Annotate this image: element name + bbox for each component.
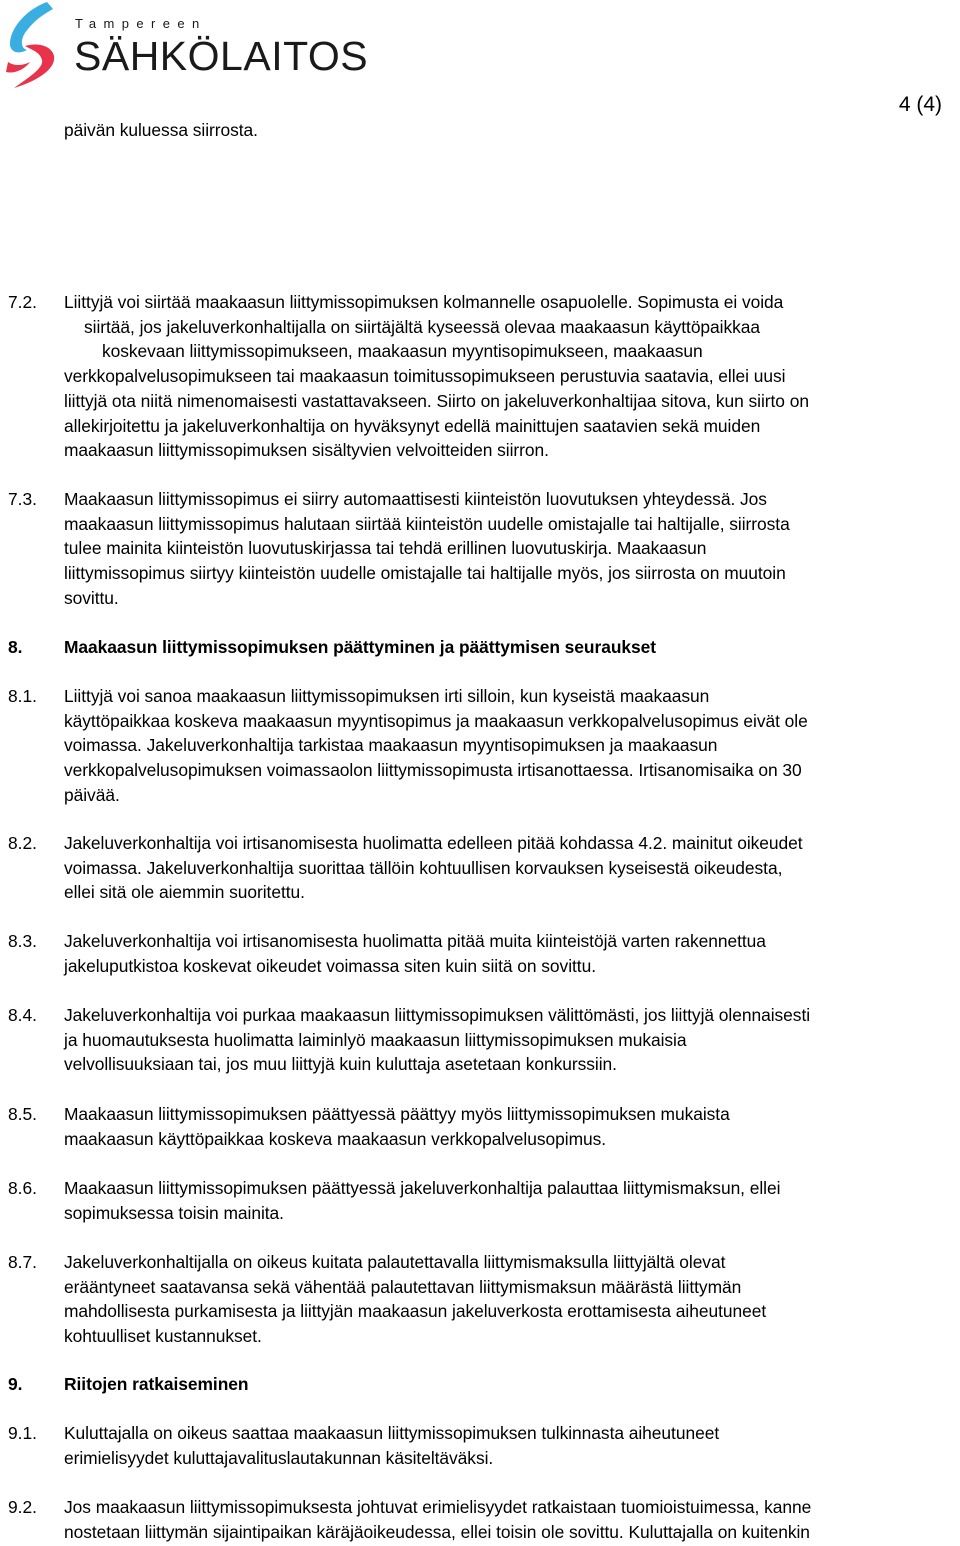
brand-city: Tampereen [75, 16, 207, 31]
section-number: 9. [8, 1374, 23, 1394]
section-heading: Maakaasun liittymissopimuksen päättyminen ja päättymisen seuraukset [64, 637, 657, 657]
paragraph-line: velvollisuuksiaan tai, jos muu liittyjä kuin kuluttaja asetetaan konkurssiin. [64, 1054, 617, 1075]
section-number: 8.4. [8, 1005, 38, 1025]
paragraph-line: nostetaan liittymän sijaintipaikan käräjäoikeudessa, ellei toisin ole sovittu. Kuluttajalla on kuitenkin [64, 1521, 810, 1542]
paragraph-line: voimassa. Jakeluverkonhaltija tarkistaa maakaasun myyntisopimuksen ja maakaasun [64, 735, 718, 756]
section-number: 8.6. [8, 1178, 38, 1198]
section-number: 8. [8, 637, 23, 657]
paragraph-line: Maakaasun liittymissopimuksen päättyessä päättyy myös liittymissopimuksen mukaista [64, 1104, 730, 1124]
page-number: 4 (4) [898, 93, 942, 116]
paragraph-line: sopimuksessa toisin mainita. [64, 1202, 284, 1223]
section-number: 8.2. [8, 833, 38, 853]
paragraph-line: allekirjoitettu ja jakeluverkonhaltija on hyväksynyt edellä mainittujen saatavien sekä muiden [64, 415, 761, 436]
section-number: 8.5. [8, 1104, 38, 1124]
paragraph-line: siirtää, jos jakeluverkonhaltijalla on siirtäjältä kyseessä olevaa maakaasun käyttöpaikkaa [84, 316, 761, 337]
sahkolaitos-logo [0, 0, 369, 92]
paragraph-line: verkkopalvelusopimukseen tai maakaasun toimitussopimukseen perustuvia saatavia, ellei uusi [64, 366, 786, 387]
paragraph-line: liittyjä ota niitä nimenomaisesti vastattavakseen. Siirto on jakeluverkonhaltijaa sitova, kun siirto on [64, 390, 809, 411]
logo-swoosh-icon [0, 0, 64, 92]
paragraph-line: sovittu. [64, 587, 119, 608]
paragraph-line: erääntyneet saatavansa sekä vähentää palautettavan liittymismaksun määrästä liittymän [64, 1276, 742, 1297]
paragraph-line: Jakeluverkonhaltija voi irtisanomisesta huolimatta edelleen pitää kohdassa 4.2. mainitut oikeudet [64, 833, 803, 853]
paragraph-line: ellei sitä ole aiemmin suoritettu. [64, 882, 305, 903]
intro-text: päivän kuluessa siirrosta. [64, 120, 258, 140]
paragraph-line: Jos maakaasun liittymissopimuksesta johtuvat erimielisyydet ratkaistaan tuomioistuimessa, kanne [64, 1497, 812, 1517]
paragraph-line: koskevaan liittymissopimukseen, maakaasun myyntisopimukseen, maakaasun [102, 341, 703, 362]
section-number: 9.2. [8, 1497, 38, 1517]
paragraph-line: mahdollisesta purkamisesta ja liittyjän maakaasun jakeluverkosta erottamisesta aiheutuneet [64, 1301, 767, 1322]
paragraph-line: Maakaasun liittymissopimus ei siirry automaattisesti kiinteistön luovutuksen yhteydessä. Jos [64, 489, 767, 509]
paragraph-line: erimielisyydet kuluttajavalituslautakunnan käsiteltäväksi. [64, 1447, 494, 1468]
paragraph-line: tulee mainita kiinteistön luovutuskirjassa tai tehdä erillinen luovutuskirja. Maakaasun [64, 538, 707, 559]
paragraph-line: käyttöpaikkaa koskeva maakaasun myyntisopimus ja maakaasun verkkopalvelusopimus eivät ole [64, 710, 808, 731]
section-number: 7.3. [8, 489, 38, 509]
paragraph-line: Liittyjä voi sanoa maakaasun liittymissopimuksen irti silloin, kun kyseistä maakaasun [64, 686, 710, 706]
paragraph-line: maakaasun liittymissopimus halutaan siirtää kiinteistön uudelle omistajalle tai haltijalle, siirrosta [64, 513, 790, 534]
paragraph-line: jakeluputkistoa koskevat oikeudet voimassa siten kuin siitä on sovittu. [64, 955, 596, 976]
paragraph-line: päivää. [64, 784, 120, 805]
section-number: 8.3. [8, 931, 38, 951]
paragraph-line: voimassa. Jakeluverkonhaltija suorittaa tällöin kohtuullisen korvauksen kyseisestä oikeudesta, [64, 857, 783, 878]
paragraph-line: Jakeluverkonhaltija voi purkaa maakaasun liittymissopimuksen välittömästi, jos liittyjä olennaisesti [64, 1005, 811, 1025]
section-number: 7.2. [8, 292, 38, 312]
paragraph-line: liittymissopimus siirtyy kiinteistön uudelle omistajalle tai haltijalle myös, jos siirrosta on muutoin [64, 563, 786, 584]
section-heading: Riitojen ratkaiseminen [64, 1374, 249, 1394]
section-number: 8.1. [8, 686, 38, 706]
paragraph-line: maakaasun liittymissopimuksen sisältyvien velvoitteiden siirron. [64, 440, 549, 461]
brand-name: SÄHKÖLAITOS [74, 33, 369, 79]
paragraph-line: Kuluttajalla on oikeus saattaa maakaasun liittymissopimuksen tulkinnasta aiheutuneet [64, 1423, 720, 1443]
paragraph-line: maakaasun käyttöpaikkaa koskeva maakaasun verkkopalvelusopimus. [64, 1128, 607, 1149]
paragraph-line: Liittyjä voi siirtää maakaasun liittymissopimuksen kolmannelle osapuolelle. Sopimusta ei voida [64, 292, 784, 312]
paragraph-line: Jakeluverkonhaltijalla on oikeus kuitata palautettavalla liittymismaksulla liittyjältä olevat [64, 1252, 726, 1272]
section-number: 9.1. [8, 1423, 38, 1443]
paragraph-line: ja huomautuksesta huolimatta laiminlyö maakaasun liittymissopimuksen mukaisia [64, 1029, 687, 1050]
paragraph-line: verkkopalvelusopimuksen voimassaolon liittymissopimusta irtisanottaessa. Irtisanomisaika on 30 [64, 760, 802, 781]
paragraph-line: Jakeluverkonhaltija voi irtisanomisesta huolimatta pitää muita kiinteistöjä varten rakennettua [64, 931, 766, 951]
section-number: 8.7. [8, 1252, 38, 1272]
paragraph-line: kohtuulliset kustannukset. [64, 1326, 262, 1347]
paragraph-line: Maakaasun liittymissopimuksen päättyessä jakeluverkonhaltija palauttaa liittymismaksun, ellei [64, 1178, 781, 1198]
